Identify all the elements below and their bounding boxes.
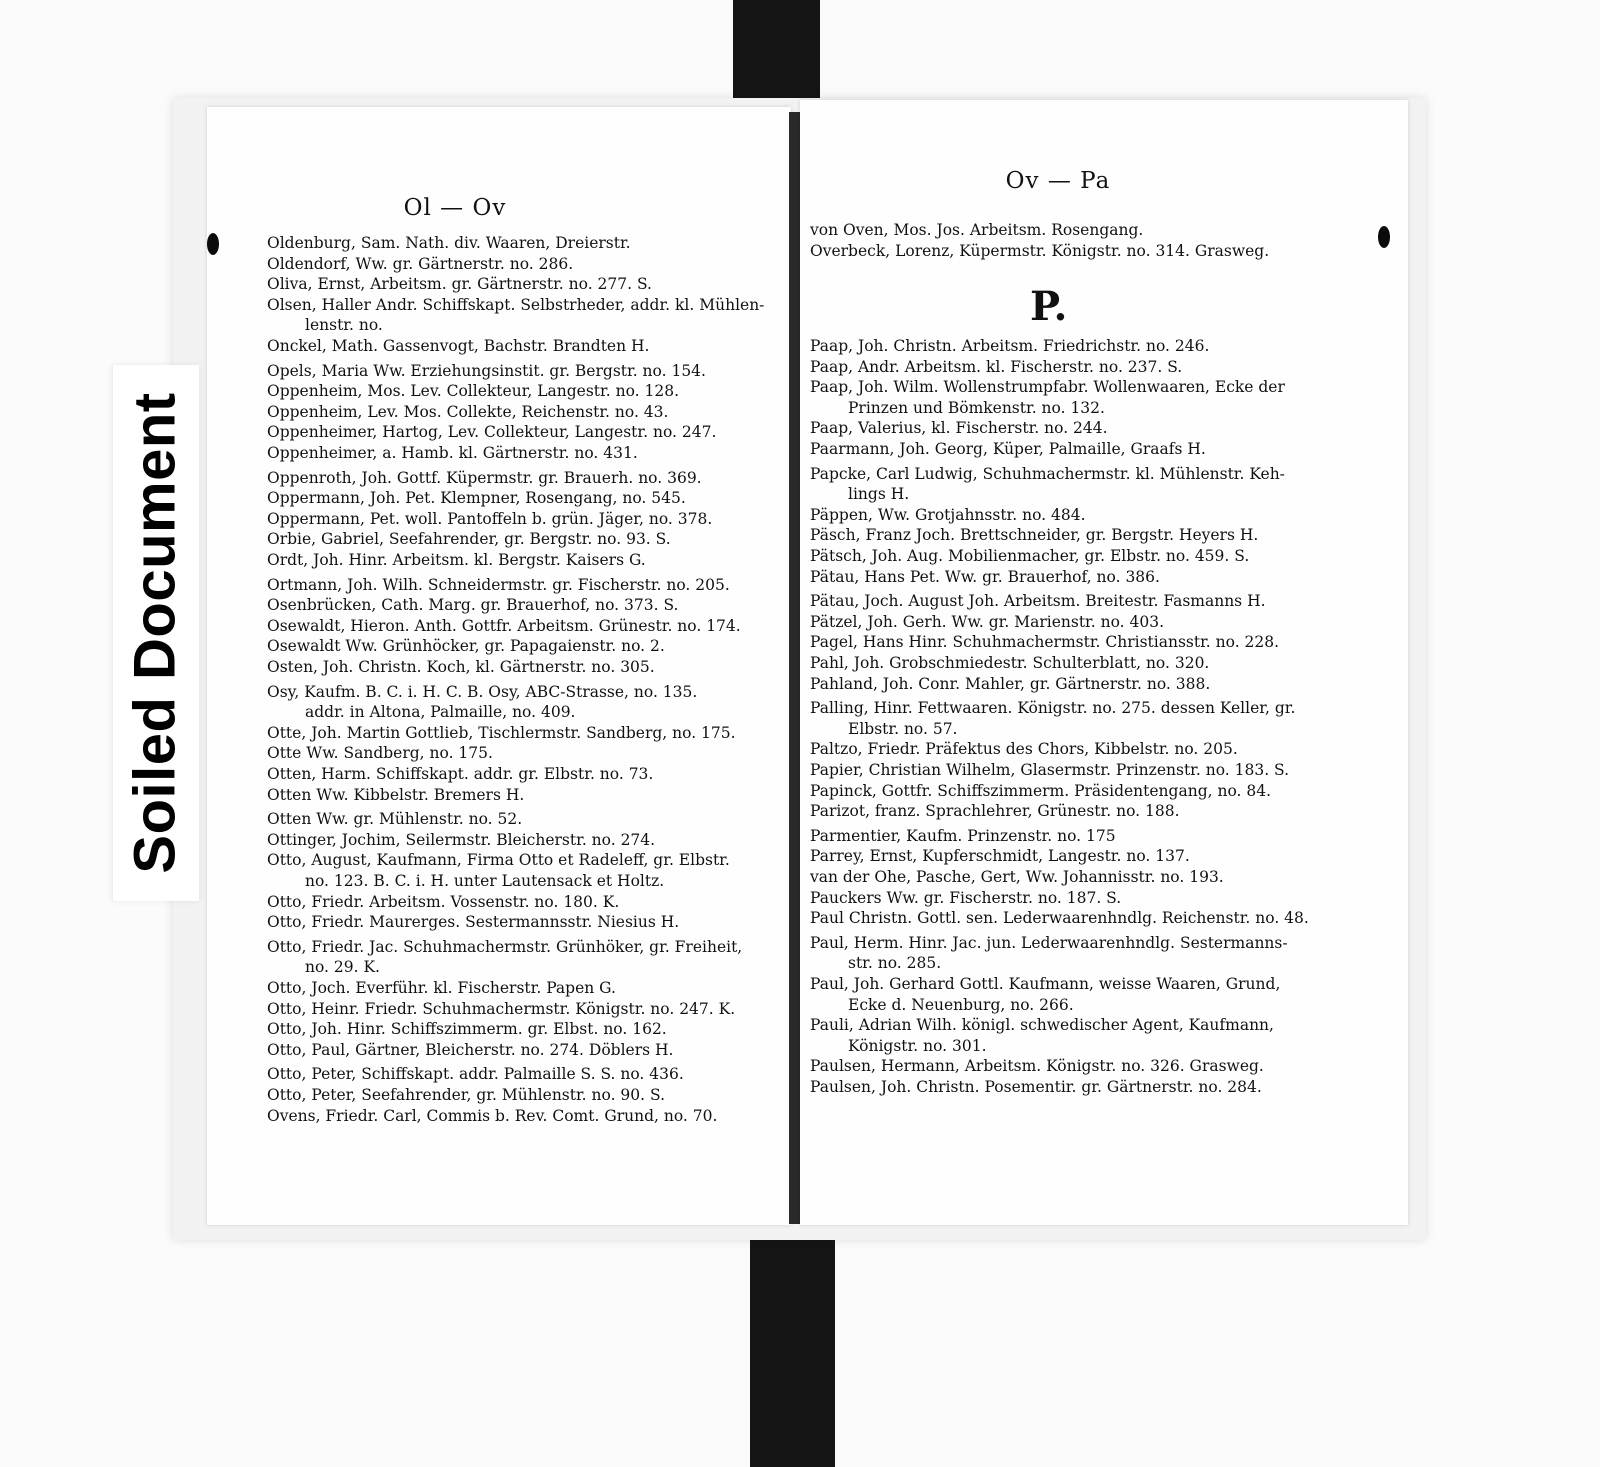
directory-entry <box>267 850 730 891</box>
binding-strip-top <box>733 0 820 107</box>
entry-text: Opels, Maria Ww. Erziehungsinstit. gr. Bergstr. no. 154. <box>267 361 706 380</box>
directory-entry <box>810 781 1271 802</box>
entry-text: Oppenheim, Mos. Lev. Collekteur, Langestr. no. 128. <box>267 382 679 401</box>
directory-entry <box>267 1019 667 1040</box>
entry-text: Otto, August, Kaufmann, Firma Otto et Radeleff, gr. Elbstr. <box>267 851 730 870</box>
entry-continuation: no. 29. K. <box>305 958 380 977</box>
directory-entry <box>810 974 1280 1015</box>
entry-text: Päsch, Franz Joch. Brettschneider, gr. Bergstr. Heyers H. <box>810 526 1259 545</box>
directory-entry <box>810 933 1288 974</box>
directory-entry <box>267 233 631 254</box>
directory-entry <box>810 377 1285 418</box>
directory-entry <box>810 739 1238 760</box>
entry-text: Otto, Paul, Gärtner, Bleicherstr. no. 274. Döblers H. <box>267 1040 674 1059</box>
directory-entry <box>267 978 616 999</box>
directory-entry <box>267 595 678 616</box>
entry-text: Otto, Friedr. Jac. Schuhmachermstr. Grünhöker, gr. Freiheit, <box>267 937 743 956</box>
directory-entry <box>267 1085 665 1106</box>
directory-entry <box>267 999 735 1020</box>
directory-entry <box>810 908 1309 929</box>
directory-entry <box>810 698 1295 739</box>
directory-entry <box>267 743 493 764</box>
entry-text: Overbeck, Lorenz, Küpermstr. Königstr. no. 314. Grasweg. <box>810 241 1270 260</box>
entry-text: Paap, Valerius, kl. Fischerstr. no. 244. <box>810 419 1108 438</box>
entry-text: Paltzo, Friedr. Präfektus des Chors, Kibbelstr. no. 205. <box>810 740 1238 759</box>
directory-entry <box>810 418 1108 439</box>
directory-entry <box>810 674 1210 695</box>
directory-entry <box>267 509 712 530</box>
entry-text: Otten Ww. gr. Mühlenstr. no. 52. <box>267 810 523 829</box>
overlay-label: Soiled Document <box>122 392 188 874</box>
entry-continuation: lings H. <box>848 485 910 504</box>
directory-entry <box>267 830 655 851</box>
punch-hole <box>1378 226 1390 248</box>
entry-text: Otte, Joh. Martin Gottlieb, Tischlermstr. Sandberg, no. 175. <box>267 723 736 742</box>
directory-entry <box>810 241 1269 262</box>
entry-text: Parizot, franz. Sprachlehrer, Grünestr. no. 188. <box>810 802 1180 821</box>
entry-text: Olsen, Haller Andr. Schiffskapt. Selbstrheder, addr. kl. Mühlen- <box>267 295 765 314</box>
directory-entry <box>267 785 524 806</box>
entry-text: Osewaldt Ww. Grünhöcker, gr. Papagaienstr. no. 2. <box>267 637 665 656</box>
directory-entry <box>810 846 1190 867</box>
entry-text: Ordt, Joh. Hinr. Arbeitsm. kl. Bergstr. Kaisers G. <box>267 551 646 569</box>
directory-entry <box>810 546 1249 567</box>
directory-entry <box>810 1056 1264 1077</box>
directory-entry <box>267 1040 673 1061</box>
entry-continuation: no. 123. B. C. i. H. unter Lautensack et Holtz. <box>305 871 665 890</box>
directory-entry <box>267 657 655 678</box>
entry-text: Ovens, Friedr. Carl, Commis b. Rev. Comt. Grund, no. 70. <box>267 1106 718 1125</box>
directory-entry <box>810 439 1206 460</box>
directory-entry <box>810 464 1285 505</box>
entry-continuation: Königstr. no. 301. <box>848 1036 987 1055</box>
directory-entry <box>810 760 1289 781</box>
entry-text: Paul, Herm. Hinr. Jac. jun. Lederwaarenhndlg. Sestermanns- <box>810 933 1288 952</box>
entry-text: von Oven, Mos. Jos. Arbeitsm. Rosengang. <box>810 221 1144 239</box>
directory-entry <box>267 937 742 978</box>
entry-text: van der Ohe, Pasche, Gert, Ww. Johannisstr. no. 193. <box>810 868 1224 886</box>
entry-text: Paul, Joh. Gerhard Gottl. Kaufmann, weisse Waaren, Grund, <box>810 975 1281 993</box>
directory-entry <box>267 575 730 596</box>
entry-text: Otten Ww. Kibbelstr. Bremers H. <box>267 785 525 804</box>
directory-entry <box>810 220 1143 241</box>
entry-text: Orbie, Gabriel, Seefahrender, gr. Bergstr. no. 93. S. <box>267 530 671 549</box>
entry-text: Otto, Friedr. Maurerges. Sestermannsstr. Niesius H. <box>267 913 680 932</box>
entry-continuation: Ecke d. Neuenburg, no. 266. <box>848 995 1074 1014</box>
directory-entry <box>810 826 1116 847</box>
entry-text: Otto, Joch. Everführ. kl. Fischerstr. Papen G. <box>267 979 616 997</box>
directory-entry <box>810 336 1209 357</box>
directory-entry <box>267 1064 684 1085</box>
entry-text: Ortmann, Joh. Wilh. Schneidermstr. gr. Fischerstr. no. 205. <box>267 575 730 594</box>
entry-text: Ottinger, Jochim, Seilermstr. Bleicherstr. no. 274. <box>267 830 656 849</box>
section-letter: P. <box>1030 283 1068 330</box>
entry-text: Paul Christn. Gottl. sen. Lederwaarenhndlg. Reichenstr. no. 48. <box>810 909 1309 928</box>
directory-entry <box>267 809 522 830</box>
entry-text: Oldenburg, Sam. Nath. div. Waaren, Dreierstr. <box>267 234 631 252</box>
entry-text: Otto, Peter, Seefahrender, gr. Mühlenstr. no. 90. S. <box>267 1086 666 1104</box>
directory-entry <box>267 1106 717 1127</box>
right-page-header: Ov — Pa <box>1005 168 1111 194</box>
entry-text: Otto, Peter, Schiffskapt. addr. Palmaille S. S. no. 436. <box>267 1065 684 1084</box>
entry-text: Osy, Kaufm. B. C. i. H. C. B. Osy, ABC-Strasse, no. 135. <box>267 682 698 701</box>
entry-text: Paarmann, Joh. Georg, Küper, Palmaille, Graafs H. <box>810 440 1206 458</box>
entry-continuation: Elbstr. no. 57. <box>848 719 958 738</box>
directory-entry <box>810 525 1258 546</box>
directory-entry <box>267 616 741 637</box>
directory-entry <box>810 357 1182 378</box>
entry-text: Parmentier, Kaufm. Prinzenstr. no. 175 <box>810 826 1116 845</box>
directory-entry <box>267 468 702 489</box>
directory-entry <box>810 653 1209 674</box>
directory-entry <box>267 488 686 509</box>
entry-continuation: str. no. 285. <box>848 954 942 973</box>
entry-text: Pauckers Ww. gr. Fischerstr. no. 187. S. <box>810 888 1122 907</box>
directory-entry <box>810 801 1180 822</box>
entry-text: Papinck, Gottfr. Schiffszimmerm. Präsidentengang, no. 84. <box>810 781 1272 800</box>
entry-text: Oliva, Ernst, Arbeitsm. gr. Gärtnerstr. no. 277. S. <box>267 275 652 294</box>
entry-text: Otto, Heinr. Friedr. Schuhmachermstr. Königstr. no. 247. K. <box>267 999 736 1018</box>
entry-text: Onckel, Math. Gassenvogt, Bachstr. Brandten H. <box>267 337 650 355</box>
directory-entry <box>267 361 706 382</box>
left-page <box>207 107 791 1225</box>
entry-continuation: Prinzen und Bömkenstr. no. 132. <box>848 398 1105 417</box>
entry-text: Oppenheim, Lev. Mos. Collekte, Reichenstr. no. 43. <box>267 402 669 421</box>
right-page <box>800 100 1408 1225</box>
directory-entry <box>267 254 573 275</box>
directory-entry <box>810 888 1121 909</box>
directory-entry <box>267 443 638 464</box>
entry-text: Papier, Christian Wilhelm, Glasermstr. Prinzenstr. no. 183. S. <box>810 761 1290 779</box>
directory-entry <box>267 550 646 571</box>
entry-text: Otto, Friedr. Arbeitsm. Vossenstr. no. 180. K. <box>267 892 620 911</box>
entry-text: Papcke, Carl Ludwig, Schuhmachermstr. kl. Mühlenstr. Keh- <box>810 464 1285 483</box>
entry-text: Palling, Hinr. Fettwaaren. Königstr. no. 275. dessen Keller, gr. <box>810 699 1296 718</box>
directory-entry <box>267 381 679 402</box>
entry-text: Paulsen, Joh. Christn. Posementir. gr. Gärtnerstr. no. 284. <box>810 1078 1262 1096</box>
directory-entry <box>810 1015 1274 1056</box>
directory-entry <box>267 682 697 723</box>
entry-text: Pahl, Joh. Grobschmiedestr. Schulterblatt, no. 320. <box>810 654 1210 672</box>
directory-entry <box>267 529 671 550</box>
entry-text: Osenbrücken, Cath. Marg. gr. Brauerhof, no. 373. S. <box>267 596 679 615</box>
entry-text: Oppenheimer, a. Hamb. kl. Gärtnerstr. no. 431. <box>267 444 638 462</box>
entry-text: Osewaldt, Hieron. Anth. Gottfr. Arbeitsm. Grünestr. no. 174. <box>267 616 741 635</box>
entry-text: Osten, Joh. Christn. Koch, kl. Gärtnerstr. no. 305. <box>267 658 655 676</box>
entry-text: Pätau, Joch. August Joh. Arbeitsm. Breitestr. Fasmanns H. <box>810 592 1266 611</box>
directory-entry <box>810 632 1279 653</box>
directory-entry <box>810 567 1160 588</box>
punch-hole <box>207 233 219 255</box>
entry-text: Otto, Joh. Hinr. Schiffszimmerm. gr. Elbst. no. 162. <box>267 1020 667 1039</box>
directory-entry <box>267 402 668 423</box>
entry-continuation: addr. in Altona, Palmaille, no. 409. <box>305 703 576 722</box>
entry-text: Pätsch, Joh. Aug. Mobilienmacher, gr. Elbstr. no. 459. S. <box>810 547 1250 565</box>
directory-entry <box>267 892 619 913</box>
entry-text: Paap, Joh. Christn. Arbeitsm. Friedrichstr. no. 246. <box>810 337 1210 355</box>
directory-entry <box>810 612 1164 633</box>
directory-entry <box>267 336 649 357</box>
entry-text: Otte Ww. Sandberg, no. 175. <box>267 744 493 763</box>
entry-text: Paulsen, Hermann, Arbeitsm. Königstr. no. 326. Grasweg. <box>810 1057 1264 1076</box>
entry-text: Paap, Joh. Wilm. Wollenstrumpfabr. Wollenwaaren, Ecke der <box>810 378 1285 397</box>
entry-text: Otten, Harm. Schiffskapt. addr. gr. Elbstr. no. 73. <box>267 765 654 783</box>
directory-entry <box>267 912 679 933</box>
directory-entry <box>267 636 665 657</box>
entry-text: Oppenheimer, Hartog, Lev. Collekteur, Langestr. no. 247. <box>267 423 717 442</box>
directory-entry <box>810 867 1224 888</box>
entry-text: Pauli, Adrian Wilh. königl. schwedischer Agent, Kaufmann, <box>810 1016 1274 1035</box>
left-page-header: Ol — Ov <box>403 195 507 221</box>
entry-text: Oppermann, Joh. Pet. Klempner, Rosengang, no. 545. <box>267 489 686 508</box>
entry-text: Pätzel, Joh. Gerh. Ww. gr. Marienstr. no. 403. <box>810 612 1165 631</box>
entry-continuation: lenstr. no. <box>305 316 383 335</box>
directory-entry <box>810 505 1086 526</box>
entry-text: Oppermann, Pet. woll. Pantoffeln b. grün. Jäger, no. 378. <box>267 509 713 528</box>
entry-text: Pagel, Hans Hinr. Schuhmachermstr. Christiansstr. no. 228. <box>810 633 1280 652</box>
entry-text: Parrey, Ernst, Kupferschmidt, Langestr. no. 137. <box>810 847 1190 866</box>
directory-entry <box>267 274 652 295</box>
binding-strip-bottom <box>750 1233 835 1467</box>
directory-entry <box>267 295 764 336</box>
entry-text: Oldendorf, Ww. gr. Gärtnerstr. no. 286. <box>267 254 574 273</box>
entry-text: Paap, Andr. Arbeitsm. kl. Fischerstr. no. 237. S. <box>810 357 1183 376</box>
directory-entry <box>810 1077 1262 1098</box>
directory-entry <box>267 422 716 443</box>
entry-text: Päppen, Ww. Grotjahnsstr. no. 484. <box>810 505 1086 524</box>
entry-text: Oppenroth, Joh. Gottf. Küpermstr. gr. Brauerh. no. 369. <box>267 468 702 487</box>
entry-text: Pätau, Hans Pet. Ww. gr. Brauerhof, no. 386. <box>810 567 1160 586</box>
entry-text: Pahland, Joh. Conr. Mahler, gr. Gärtnerstr. no. 388. <box>810 674 1211 693</box>
directory-entry <box>810 591 1266 612</box>
directory-entry <box>267 723 736 744</box>
page-gutter <box>789 112 800 1224</box>
directory-entry <box>267 764 653 785</box>
